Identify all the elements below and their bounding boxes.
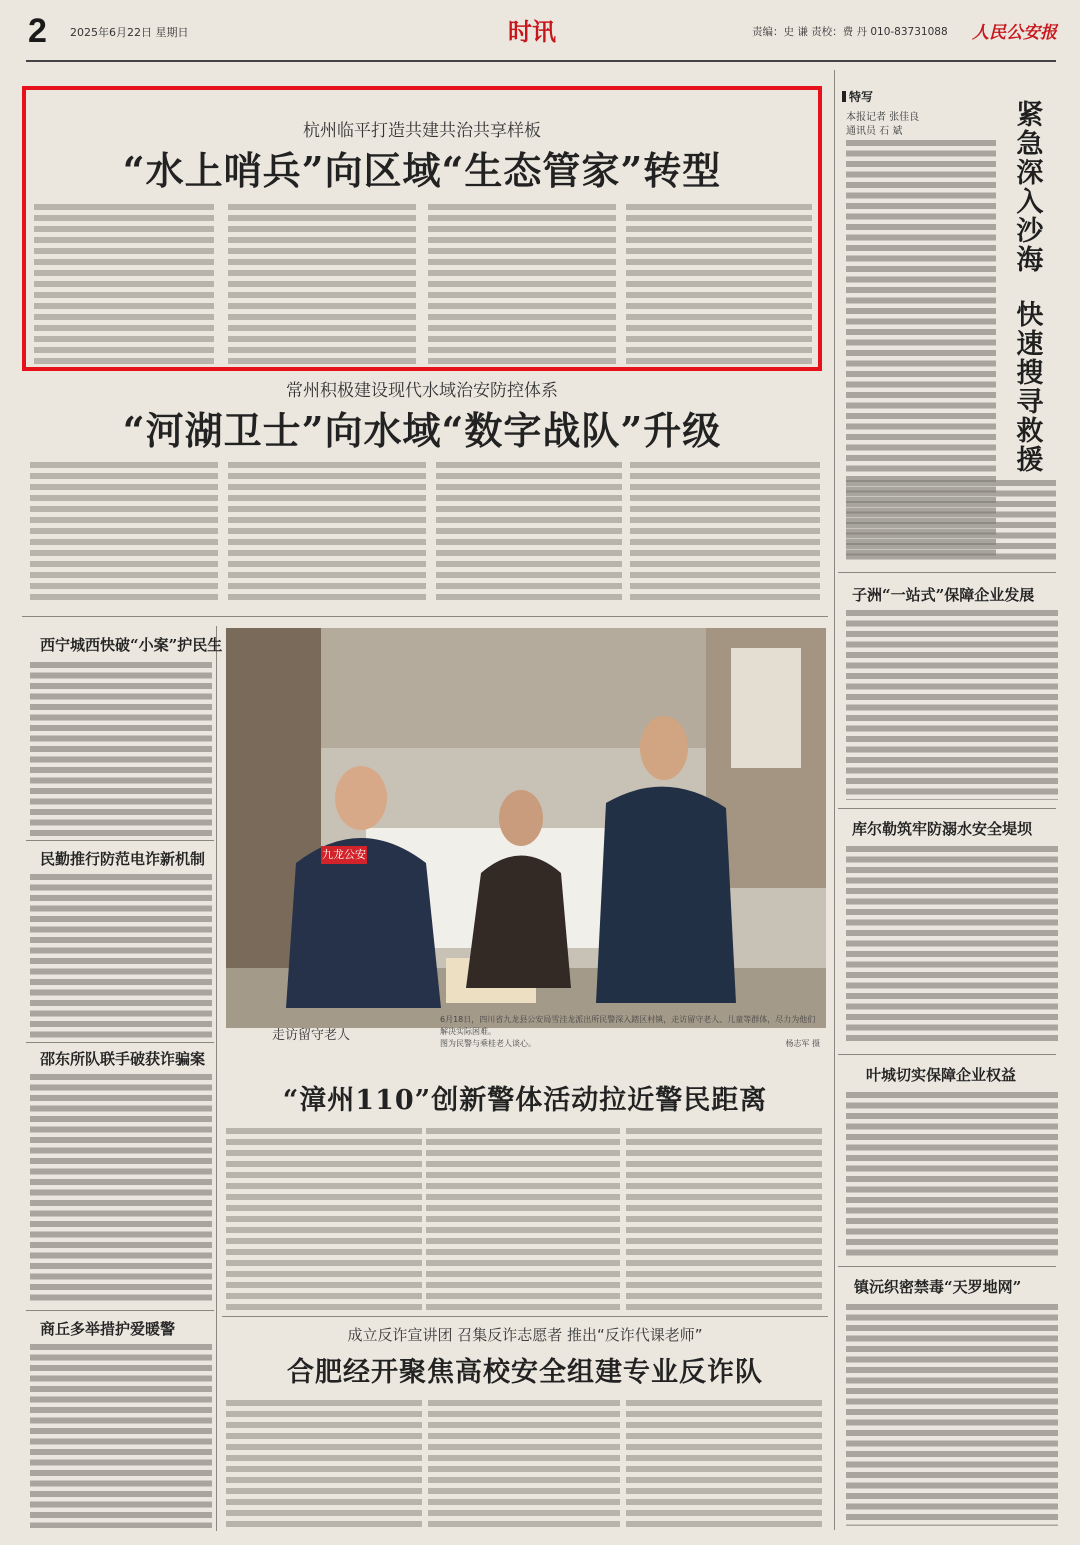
- article2-kicker: 常州积极建设现代水域治安防控体系: [286, 381, 558, 401]
- feature-byline-reporter: 本报记者 张佳良: [846, 112, 920, 123]
- article4-body-col2: [428, 1400, 620, 1530]
- column-rule: [834, 70, 835, 1530]
- section-title: 时讯: [508, 18, 556, 46]
- divider: [838, 572, 1056, 573]
- header-rule: [26, 60, 1056, 62]
- divider: [222, 1316, 828, 1317]
- right-article-body: [846, 1304, 1058, 1526]
- left-article-title: 西宁城西快破“小案”护民生: [40, 636, 223, 654]
- left-article-title: 邵东所队联手破获诈骗案: [40, 1050, 206, 1068]
- divider: [838, 1266, 1056, 1267]
- article1-body-col1: [34, 204, 214, 364]
- right-article-title: 镇沅织密禁毒“天罗地网”: [854, 1278, 1022, 1296]
- photo-caption-detail: [440, 1014, 820, 1050]
- article4-headline: 合肥经开聚焦高校安全组建专业反诈队: [287, 1357, 763, 1388]
- news-photo: [226, 628, 826, 1028]
- article2-body-col4: [630, 462, 820, 602]
- left-article-body: [30, 662, 212, 836]
- photo-caption-text-2: 图为民警与乘桂老人谈心。: [440, 1039, 536, 1048]
- article3-headline: “漳州110”创新警体活动拉近警民距离: [282, 1085, 768, 1116]
- article1-body-col3: [428, 204, 616, 364]
- feature-byline-correspondent: 通讯员 石 斌: [846, 126, 903, 137]
- page-number: 2: [28, 12, 47, 50]
- left-article-title: 商丘多举措护爱暖警: [40, 1320, 176, 1338]
- photo-credit: 杨志军 摄: [785, 1039, 820, 1048]
- article4-body-col3: [626, 1400, 822, 1530]
- article3-body-col3: [626, 1128, 822, 1314]
- divider: [26, 840, 214, 841]
- photo-caption-text: 6月18日，四川省九龙县公安局雪洼龙派出所民警深入踏区村镇，走访留守老人、儿童等群体，尽力为他们解决实际困难。: [440, 1015, 816, 1036]
- right-article-body: [846, 846, 1058, 1044]
- article1-body-col2: [228, 204, 416, 364]
- article1-body-col4: [626, 204, 812, 364]
- divider: [26, 1042, 214, 1043]
- divider: [22, 616, 828, 617]
- left-article-body: [30, 874, 212, 1038]
- right-article-body: [846, 610, 1058, 800]
- right-article-title: 叶城切实保障企业权益: [866, 1066, 1017, 1084]
- divider: [838, 1054, 1056, 1055]
- column-rule: [216, 626, 217, 1531]
- article1-headline: “水上哨兵”向区域“生态管家”转型: [122, 148, 722, 193]
- left-article-body: [30, 1074, 212, 1302]
- article2-body-col2: [228, 462, 426, 602]
- issue-date: 2025年6月22日 星期日: [70, 26, 189, 39]
- left-article-body: [30, 1344, 212, 1528]
- left-article-title: 民勤推行防范电诈新机制: [40, 850, 206, 868]
- article3-body-col1: [226, 1128, 422, 1314]
- feature-body-wide: [846, 480, 1056, 564]
- article2-headline: “河湖卫士”向水域“数字战队”升级: [122, 408, 722, 453]
- right-article-title: 库尔勒筑牢防溺水安全堤坝: [852, 820, 1033, 838]
- divider: [838, 808, 1056, 809]
- editor-credits: 责编：史 谦 责校：费 丹 010-83731088: [752, 26, 948, 38]
- newspaper-logo: 人民公安报: [972, 23, 1057, 43]
- article3-body-col2: [426, 1128, 620, 1314]
- article1-kicker: 杭州临平打造共建共治共享样板: [303, 121, 541, 141]
- article4-kicker: 成立反诈宣讲团 召集反诈志愿者 推出“反诈代课老师”: [347, 1326, 703, 1344]
- feature-title-line2: 快速搜寻救援: [1011, 300, 1043, 474]
- article4-body-col1: [226, 1400, 422, 1530]
- article2-body-col3: [436, 462, 622, 602]
- article2-body-col1: [30, 462, 218, 602]
- police-badge: 九龙公安: [321, 846, 367, 864]
- right-article-title: 子洲“一站式”保障企业发展: [852, 586, 1035, 604]
- feature-title-line1: 紧急深入沙海: [1011, 100, 1043, 274]
- right-article-body: [846, 1092, 1058, 1260]
- photo-caption: 走访留守老人: [272, 1028, 351, 1043]
- feature-tag: 特写: [842, 88, 873, 105]
- divider: [26, 1310, 214, 1311]
